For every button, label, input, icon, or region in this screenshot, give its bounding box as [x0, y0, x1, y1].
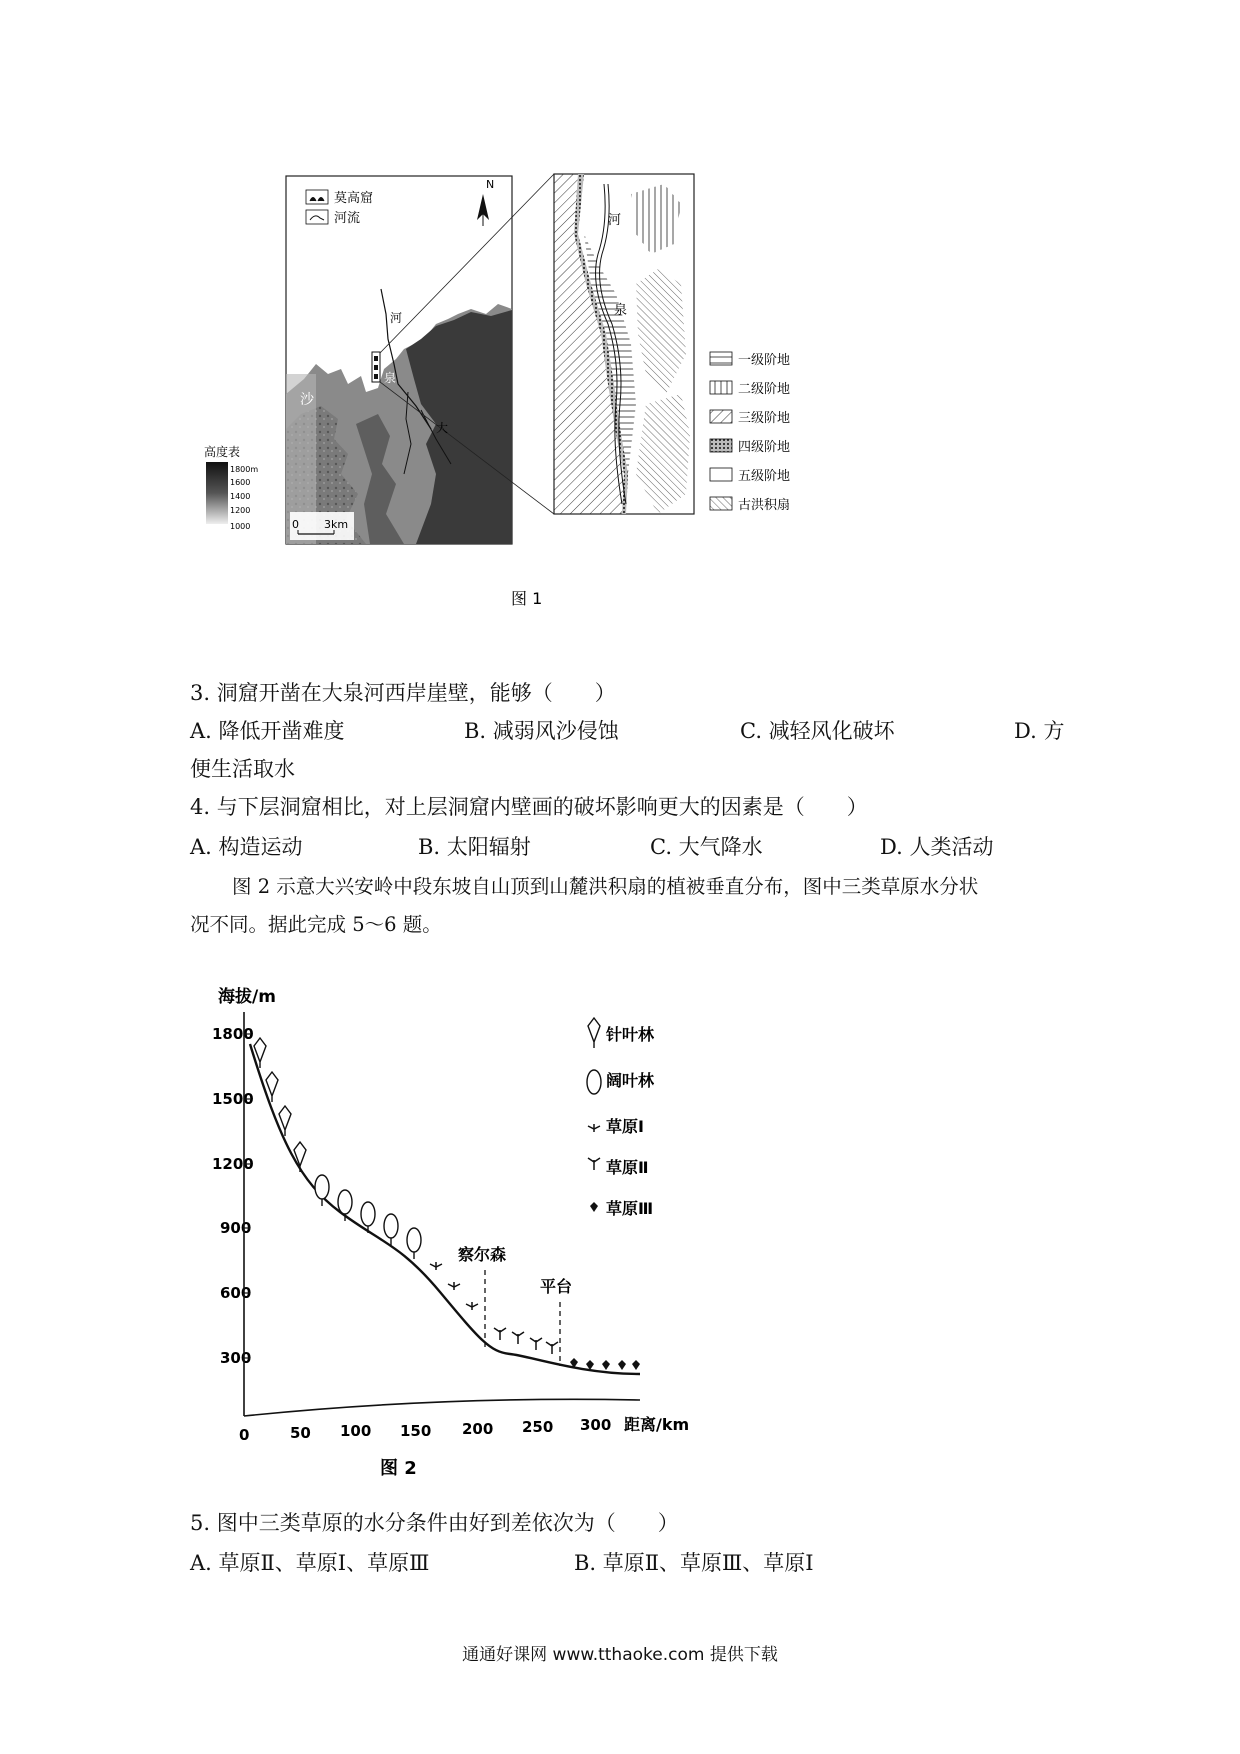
question-3-option-c[interactable]: C. 减轻风化破坏 [740, 719, 895, 743]
grass-3-icon [590, 1202, 598, 1212]
terrace-2-icon [710, 381, 732, 394]
grass-1-icon [430, 1262, 442, 1270]
figure-2 [200, 972, 720, 1482]
legend-cave-label: 莫高窟 [334, 191, 374, 206]
figure-1 [204, 174, 864, 608]
intro-paragraph-line-1: 图 2 示意大兴安岭中段东坡自山顶到山麓洪积扇的植被垂直分布，图中三类草原水分状 [232, 875, 979, 898]
alluvial-fan-icon [710, 497, 732, 510]
y-tick-600: 600 [220, 1284, 252, 1302]
annotation-chaersen: 察尔森 [458, 1245, 507, 1264]
x-tick-300: 300 [580, 1416, 612, 1434]
elev-tick-1000: 1000 [230, 522, 251, 531]
question-4-option-c[interactable]: C. 大气降水 [650, 835, 763, 859]
question-3-option-a[interactable]: A. 降低开凿难度 [190, 719, 345, 743]
terrace-label-5: 五级阶地 [738, 469, 791, 484]
intro-paragraph-line-2: 况不同。据此完成 5～6 题。 [190, 913, 442, 936]
broadleaf-icon [407, 1228, 421, 1252]
broadleaf-icon [384, 1214, 398, 1238]
question-5-option-a[interactable]: A. 草原Ⅱ、草原Ⅰ、草原Ⅲ [190, 1551, 430, 1575]
legend-grass-2-label: 草原Ⅱ [606, 1158, 649, 1177]
elev-tick-1400: 1400 [230, 492, 251, 501]
grass-3-icon [618, 1360, 626, 1370]
terrace-legend [710, 352, 732, 510]
question-3-option-b[interactable]: B. 减弱风沙侵蚀 [464, 719, 619, 743]
terrace-4-icon [710, 439, 732, 452]
figure-2-legend [587, 1018, 601, 1212]
map-char-quan: 泉 [384, 371, 397, 385]
y-axis-label: 海拔/m [218, 987, 276, 1007]
x-axis-label: 距离/km [624, 1415, 690, 1434]
terrace-label-1: 一级阶地 [738, 353, 791, 368]
figure-2-caption: 图 2 [380, 1458, 417, 1479]
x-tick-250: 250 [522, 1418, 554, 1436]
conifer-icon [588, 1018, 600, 1048]
question-5-stem: 5. 图中三类草原的水分条件由好到差依次为（ ） [190, 1511, 679, 1535]
grass-3-icon [602, 1360, 610, 1370]
x-axis-line [244, 1399, 640, 1416]
map-char-he: 河 [390, 311, 403, 325]
terrace-5-icon [710, 468, 732, 481]
map-char-ming: 鸣 [292, 348, 306, 364]
annotation-platform: 平台 [540, 1277, 573, 1296]
elevation-title: 高度表 [204, 445, 241, 459]
cave-icon [306, 190, 328, 204]
figure-1-map [204, 174, 864, 608]
detail-inset [554, 174, 694, 514]
question-5-option-b[interactable]: B. 草原Ⅱ、草原Ⅲ、草原Ⅰ [574, 1551, 814, 1575]
broadleaf-icon [338, 1190, 352, 1214]
figure-1-caption: 图 1 [511, 589, 543, 608]
grass-1-icon [588, 1124, 600, 1132]
map-char-da: 大 [436, 421, 449, 435]
conifer-icon [294, 1142, 306, 1172]
terrace-label-6: 古洪积扇 [738, 498, 791, 513]
scale-end: 3km [324, 518, 349, 531]
y-tick-1200: 1200 [212, 1155, 254, 1173]
x-tick-200: 200 [462, 1420, 494, 1438]
grassland-2-plants [494, 1328, 558, 1354]
grass-2-icon [588, 1158, 600, 1170]
elev-tick-1800: 1800m [230, 465, 259, 474]
grass-1-icon [448, 1282, 460, 1290]
scale-start: 0 [292, 518, 299, 531]
grass-3-icon [586, 1360, 594, 1370]
terrace-label-4: 四级阶地 [738, 440, 791, 455]
grass-2-icon [530, 1338, 542, 1350]
y-tick-300: 300 [220, 1349, 252, 1367]
conifer-trees [254, 1038, 306, 1172]
map-char-sha: 沙 [300, 392, 314, 408]
elevation-bar [206, 462, 228, 524]
grass-2-icon [494, 1328, 506, 1340]
x-tick-50: 50 [290, 1424, 311, 1442]
north-label: N [486, 178, 495, 191]
elev-tick-1600: 1600 [230, 478, 251, 487]
y-tick-1800: 1800 [212, 1025, 254, 1043]
grass-1-icon [466, 1302, 478, 1310]
legend-broadleaf-label: 阔叶林 [606, 1071, 655, 1090]
grass-2-icon [512, 1332, 524, 1344]
y-tick-900: 900 [220, 1219, 252, 1237]
broadleaf-icon [587, 1070, 601, 1094]
broadleaf-trees [315, 1175, 421, 1259]
question-3-option-d[interactable]: D. 方 [1014, 719, 1065, 743]
question-4-option-a[interactable]: A. 构造运动 [190, 835, 303, 859]
inset-char-he: 河 [608, 213, 622, 228]
x-tick-100: 100 [340, 1422, 372, 1440]
grass-3-icon [632, 1360, 640, 1370]
x-tick-150: 150 [400, 1422, 432, 1440]
question-4-option-b[interactable]: B. 太阳辐射 [418, 835, 531, 859]
grass-2-icon [546, 1342, 558, 1354]
terrace-label-2: 二级阶地 [738, 382, 791, 397]
inset-char-quan: 泉 [614, 303, 628, 318]
elev-tick-1200: 1200 [230, 506, 251, 515]
terrace-label-3: 三级阶地 [738, 411, 791, 426]
slope-profile-line [250, 1044, 640, 1374]
question-3-stem: 3. 洞窟开凿在大泉河西岸崖壁，能够（ ） [190, 681, 616, 705]
legend-conifer-label: 针叶林 [606, 1025, 655, 1044]
legend-river-label: 河流 [334, 211, 361, 226]
question-4-stem: 4. 与下层洞窟相比，对上层洞窟内壁画的破坏影响更大的因素是（ ） [190, 795, 868, 819]
broadleaf-icon [361, 1202, 375, 1226]
broadleaf-icon [315, 1175, 329, 1199]
legend-grass-1-label: 草原Ⅰ [606, 1117, 644, 1136]
grassland-1-plants [430, 1262, 478, 1310]
page-footer: 通通好课网 www.tthaoke.com 提供下载 [462, 1645, 778, 1665]
x-tick-0: 0 [239, 1426, 250, 1444]
question-3-option-d-continued: 便生活取水 [190, 757, 295, 781]
y-tick-1500: 1500 [212, 1090, 254, 1108]
figure-2-profile [200, 972, 720, 1482]
river-icon [306, 210, 328, 224]
terrace-3-icon [710, 410, 732, 423]
terrace-1-icon [710, 352, 732, 365]
question-4-option-d[interactable]: D. 人类活动 [880, 835, 994, 859]
legend-grass-3-label: 草原Ⅲ [606, 1199, 654, 1218]
